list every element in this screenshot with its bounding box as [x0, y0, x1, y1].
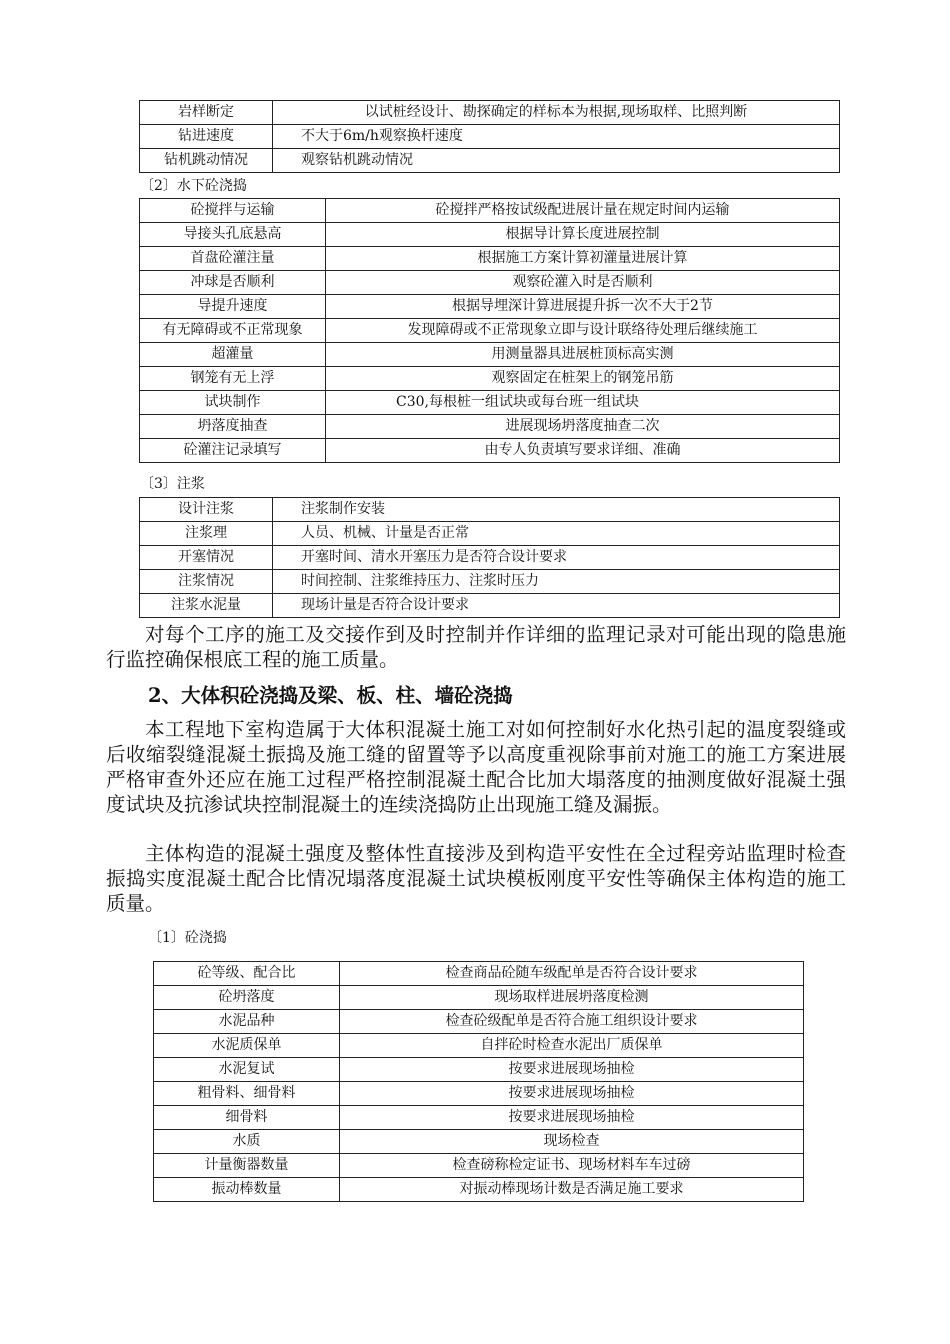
- table-row: [140, 570, 840, 594]
- underwater-concrete-table: [139, 198, 840, 463]
- table-cell: 进展现场坍落度抽查二次: [326, 415, 840, 439]
- table-cell: 根据导计算长度进展控制: [326, 223, 840, 247]
- table-cell: 水泥质保单: [154, 1034, 340, 1058]
- table-cell: 按要求进展现场抽检: [340, 1082, 804, 1106]
- table-row: [140, 199, 840, 223]
- table-row: [140, 522, 840, 546]
- table-row: [140, 391, 840, 415]
- table-row: [140, 271, 840, 295]
- table-cell: 按要求进展现场抽检: [340, 1058, 804, 1082]
- table-cell: 钻机跳动情况: [140, 149, 273, 173]
- section-label: 〔1〕砼浇捣: [148, 930, 227, 946]
- table-row: [140, 223, 840, 247]
- table-row: [140, 415, 840, 439]
- table-row: [154, 1106, 804, 1130]
- table-cell: 根据施工方案计算初灌量进展计算: [326, 247, 840, 271]
- table-row: [154, 1082, 804, 1106]
- table-row: [140, 343, 840, 367]
- table-cell: 用测量器具进展桩顶标高实测: [326, 343, 840, 367]
- table-row: [140, 498, 840, 522]
- table-cell: 砼灌注记录填写: [140, 439, 326, 463]
- table-row: [140, 149, 840, 173]
- table-cell: 导提升速度: [140, 295, 326, 319]
- table-cell: 检查磅称检定证书、现场材料车车过磅: [340, 1154, 804, 1178]
- table-row: [140, 319, 840, 343]
- table-cell: 观察砼灌入时是否顺利: [326, 271, 840, 295]
- table-cell: 超灌量: [140, 343, 326, 367]
- table-cell: 现场检查: [340, 1130, 804, 1154]
- table-cell: 注浆制作安装: [273, 498, 840, 522]
- paragraph: 本工程地下室构造属于大体积混凝土施工对如何控制好水化热引起的温度裂缝或后收缩裂缝混凝土振捣及施工缝的留置等予以高度重视除事前对施工的施工方案进展严格审查外还应在施工过程严格控制混凝土配合比加大塌落度的抽测度做好混凝土强度试块及抗渗试块控制混凝土的连续浇捣防止出现施工缝及漏振。: [106, 718, 846, 816]
- section-heading: 2、大体积砼浇捣及梁、板、柱、墙砼浇捣: [148, 684, 513, 707]
- table-cell: 根据导埋深计算进展提升拆一次不大于2节: [326, 295, 840, 319]
- table-cell: 对振动棒现场计数是否满足施工要求: [340, 1178, 804, 1202]
- table-row: [140, 295, 840, 319]
- table-cell: 水泥复试: [154, 1058, 340, 1082]
- table-cell: 砼搅拌与运输: [140, 199, 326, 223]
- table-row: [154, 1010, 804, 1034]
- table-cell: 首盘砼灌注量: [140, 247, 326, 271]
- table-cell: 观察固定在桩架上的钢笼吊筋: [326, 367, 840, 391]
- table-cell: 导接头孔底悬高: [140, 223, 326, 247]
- table-row: [154, 962, 804, 986]
- table-row: [140, 101, 840, 125]
- table-cell: 不大于6m/h观察换杆速度: [273, 125, 840, 149]
- table-cell: 计量衡器数量: [154, 1154, 340, 1178]
- table-cell: 按要求进展现场抽检: [340, 1106, 804, 1130]
- table-cell: 注浆情况: [140, 570, 273, 594]
- table-row: [140, 594, 840, 618]
- drilling-check-table: [139, 100, 840, 173]
- table-cell: 水质: [154, 1130, 340, 1154]
- table-row: [154, 986, 804, 1010]
- table-cell: 由专人负责填写要求详细、准确: [326, 439, 840, 463]
- concrete-pouring-table: [153, 961, 804, 1202]
- section-label: 〔3〕注浆: [140, 476, 205, 492]
- table-cell: 注浆水泥量: [140, 594, 273, 618]
- table-row: [140, 125, 840, 149]
- table-cell: 现场取样进展坍落度检测: [340, 986, 804, 1010]
- table-cell: 开塞情况: [140, 546, 273, 570]
- table-cell: 粗骨料、细骨料: [154, 1082, 340, 1106]
- table-cell: 细骨料: [154, 1106, 340, 1130]
- table-cell: 注浆理: [140, 522, 273, 546]
- table-row: [154, 1034, 804, 1058]
- section-label: 〔2〕水下砼浇捣: [140, 178, 247, 194]
- table-cell: 振动棒数量: [154, 1178, 340, 1202]
- table-cell: 自拌砼时检查水泥出厂质保单: [340, 1034, 804, 1058]
- table-cell: 有无障碍或不正常现象: [140, 319, 326, 343]
- table-cell: 水泥品种: [154, 1010, 340, 1034]
- table-cell: 检查砼级配单是否符合施工组织设计要求: [340, 1010, 804, 1034]
- table-cell: 观察钻机跳动情况: [273, 149, 840, 173]
- table-row: [154, 1130, 804, 1154]
- table-cell: 砼坍落度: [154, 986, 340, 1010]
- table-cell: 人员、机械、计量是否正常: [273, 522, 840, 546]
- table-row: [154, 1058, 804, 1082]
- paragraph: 主体构造的混凝土强度及整体性直接涉及到构造平安性在全过程旁站监理时检查振捣实度混凝土配合比情况塌落度混凝土试块模板刚度平安性等确保主体构造的施工质量。: [106, 842, 846, 915]
- table-row: [140, 439, 840, 463]
- table-cell: 钢笼有无上浮: [140, 367, 326, 391]
- table-cell: 时间控制、注浆维持压力、注浆时压力: [273, 570, 840, 594]
- table-cell: 以试桩经设计、勘探确定的样标本为根据,现场取样、比照判断: [273, 101, 840, 125]
- table-cell: 检查商品砼随车级配单是否符合设计要求: [340, 962, 804, 986]
- table-cell: 设计注浆: [140, 498, 273, 522]
- table-row: [140, 546, 840, 570]
- table-row: [140, 367, 840, 391]
- table-cell: 现场计量是否符合设计要求: [273, 594, 840, 618]
- table-cell: 钻进速度: [140, 125, 273, 149]
- table-cell: 砼搅拌严格按试级配进展计量在规定时间内运输: [326, 199, 840, 223]
- table-row: [140, 247, 840, 271]
- table-row: [154, 1154, 804, 1178]
- grouting-table: [139, 497, 840, 618]
- table-cell: C30,每根桩一组试块或每台班一组试块: [326, 391, 840, 415]
- table-cell: 试块制作: [140, 391, 326, 415]
- table-row: [154, 1178, 804, 1202]
- table-cell: 冲球是否顺利: [140, 271, 326, 295]
- table-cell: 坍落度抽查: [140, 415, 326, 439]
- table-cell: 砼等级、配合比: [154, 962, 340, 986]
- table-cell: 开塞时间、清水开塞压力是否符合设计要求: [273, 546, 840, 570]
- paragraph: 对每个工序的施工及交接作到及时控制并作详细的监理记录对可能出现的隐患施行监控确保根底工程的施工质量。: [106, 623, 846, 671]
- table-cell: 发现障碍或不正常现象立即与设计联络待处理后继续施工: [326, 319, 840, 343]
- table-cell: 岩样断定: [140, 101, 273, 125]
